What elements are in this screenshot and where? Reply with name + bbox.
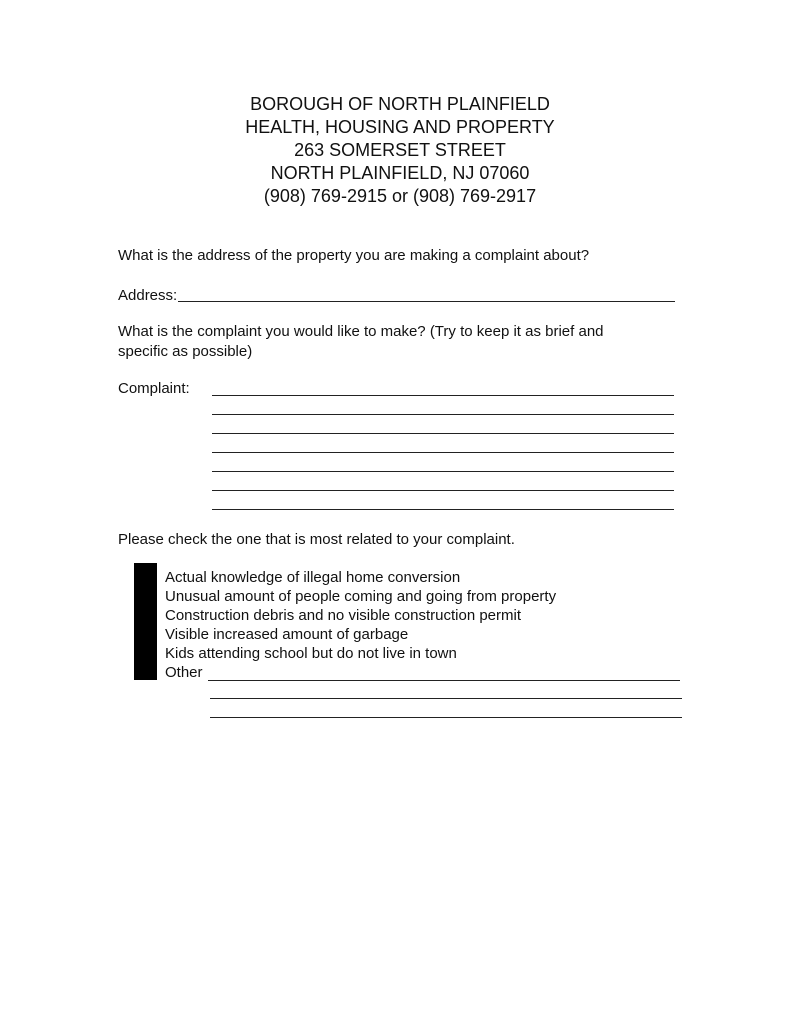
other-field-line-1[interactable] bbox=[208, 680, 680, 681]
address-label: Address: bbox=[118, 287, 178, 304]
option-kids-school[interactable]: Kids attending school but do not live in town bbox=[165, 645, 457, 662]
complaint-field-line-3[interactable] bbox=[212, 433, 674, 434]
address-field[interactable] bbox=[178, 301, 675, 302]
option-unusual-traffic[interactable]: Unusual amount of people coming and going from property bbox=[165, 588, 557, 605]
complaint-field-line-1[interactable] bbox=[212, 395, 674, 396]
option-other[interactable]: Other bbox=[165, 664, 203, 681]
option-construction-debris[interactable]: Construction debris and no visible construction permit bbox=[165, 607, 522, 624]
check-instruction: Please check the one that is most related to your complaint. bbox=[118, 531, 515, 548]
header-street: 263 SOMERSET STREET bbox=[294, 140, 506, 160]
complaint-field-line-6[interactable] bbox=[212, 490, 674, 491]
header-city-state-zip: NORTH PLAINFIELD, NJ 07060 bbox=[270, 163, 530, 183]
address-question: What is the address of the property you are making a complaint about? bbox=[118, 247, 590, 264]
option-increased-garbage[interactable]: Visible increased amount of garbage bbox=[165, 626, 409, 643]
complaint-field-line-4[interactable] bbox=[212, 452, 674, 453]
option-checkbox-column[interactable] bbox=[134, 563, 157, 680]
header-phone: (908) 769-2915 or (908) 769-2917 bbox=[263, 186, 537, 206]
complaint-field-line-2[interactable] bbox=[212, 414, 674, 415]
other-field-line-2[interactable] bbox=[210, 698, 682, 699]
complaint-question-line1: What is the complaint you would like to make? (Try to keep it as brief and bbox=[118, 323, 604, 340]
header-borough: BOROUGH OF NORTH PLAINFIELD bbox=[250, 94, 550, 114]
option-illegal-home-conversion[interactable]: Actual knowledge of illegal home conversion bbox=[165, 569, 461, 586]
complaint-field-line-5[interactable] bbox=[212, 471, 674, 472]
complaint-question-line2: specific as possible) bbox=[118, 343, 253, 360]
complaint-field-line-7[interactable] bbox=[212, 509, 674, 510]
header-department: HEALTH, HOUSING AND PROPERTY bbox=[245, 117, 555, 137]
office-header bbox=[0, 93, 800, 208]
complaint-label: Complaint: bbox=[118, 380, 190, 397]
other-field-line-3[interactable] bbox=[210, 717, 682, 718]
